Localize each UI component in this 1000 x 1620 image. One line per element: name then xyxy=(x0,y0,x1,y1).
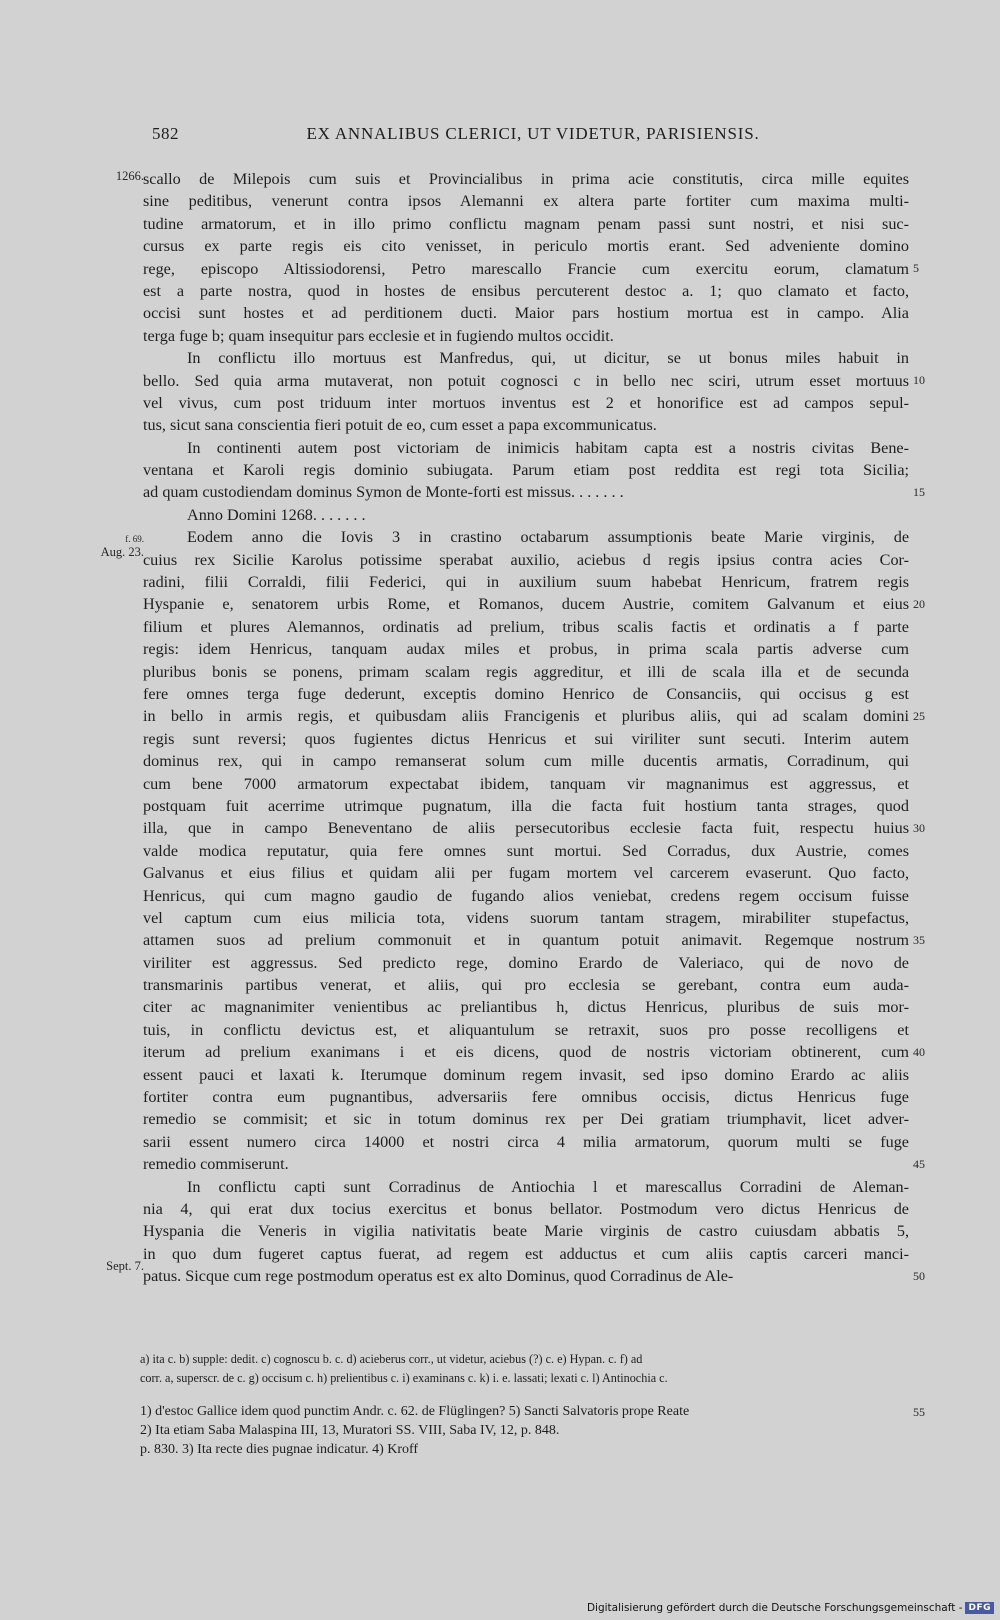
text-line: tus, sicut sana conscientia fieri potuit de eo, cum esset a papa excommunicatus. xyxy=(143,416,657,435)
text-line: Eodem anno die Iovis 3 in crastino octabarum assumptionis beate Marie virginis, de xyxy=(187,528,909,547)
footnote-line: 1) d'estoc Gallice idem quod punctim Andr. c. 62. de Flüglingen? 5) Sancti Salvatoris prope Reate xyxy=(140,1404,690,1419)
text-line: essent pauci et laxati k. Iterumque dominum regem invasit, sed ipso domino Erardo ac aliis xyxy=(143,1065,909,1084)
line-number: 50 xyxy=(913,1269,925,1283)
line-number: 15 xyxy=(913,485,925,499)
text-line: cuius rex Sicilie Karolus potissime sperabat auxilio, aciebus d regis ipsius contra acies Cor- xyxy=(143,550,909,569)
text-line: iterum ad prelium exanimans i et eis dicens, quod de nostris victoriam obtinerent, cum xyxy=(143,1043,909,1062)
text-line: nia 4, qui erat dux tocius exercitus et bonus bellator. Postmodum vero dictus Henricus de xyxy=(143,1199,909,1218)
text-line: cursus ex parte regis eis cito venisset, in periculo mortis erant. Sed adveniente domino xyxy=(143,237,909,256)
text-line: patus. Sicque cum rege postmodum operatus est ex alto Dominus, quod Corradinus de Ale- xyxy=(143,1267,734,1286)
text-line: in quo dum fugeret captus fuerat, ad regem est adductus et cum aliis captis carceri manci- xyxy=(143,1244,909,1263)
text-line: cum bene 7000 armatorum expectabat ibidem, tanquam vir magnanimus est aggressus, et xyxy=(143,774,909,793)
text-line: dominus rex, qui in campo remanserat solum cum mille ducentis armatis, Corradinum, qui xyxy=(143,752,909,771)
text-line: ad quam custodiendam dominus Symon de Monte-forti est missus. . . . . . . xyxy=(143,483,624,502)
text-line: valde modica reputatur, quia fere omnes sunt mortui. Sed Corradus, dux Austrie, comes xyxy=(143,841,909,860)
text-line: terga fuge b; quam insequitur pars ecclesie et in fugiendo multos occidit. xyxy=(143,326,614,345)
text-line: illa, que in campo Beneventano de aliis persecutoribus ecclesie facta fuit, respectu huius xyxy=(143,819,909,838)
text-line: bello. Sed quia arma mutaverat, non potuit cognosci c in bello nec sciri, utrum esset mortuus xyxy=(143,371,909,390)
text-line: viriliter est aggressus. Sed predicto rege, domino Erardo de Valeriaco, qui de novo de xyxy=(143,953,909,972)
page-number: 582 xyxy=(152,124,179,143)
text-line: est a parte nostra, quod in hostes de ensibus percuterent destoc a. 1; quo clamato et facto, xyxy=(143,281,909,300)
digitization-credit xyxy=(587,1602,994,1614)
text-line: in bello in armis regis, et quibusdam aliis Francigenis et pluribus aliis, qui ad scalam domini xyxy=(143,707,909,726)
text-line: Henricus, qui cum magno gaudio de fugando alios veniebat, credens regem occisum fuisse xyxy=(143,886,909,905)
apparatus-line: a) ita c. b) supple: dedit. c) cognoscu b. c. d) acieberus corr., ut videtur, aciebus (?) c. e) Hypan. c. f) ad xyxy=(140,1352,643,1366)
line-number: 30 xyxy=(913,821,925,835)
text-line: postquam fuit acerrime utrimque pugnatum, illa die facta fuit hostium tanta strages, quod xyxy=(143,796,909,815)
text-line: radini, filii Corraldi, filii Federici, qui in auxilium suum habebat Henricum, fratrem regis xyxy=(143,573,909,592)
text-line: filium et plures Alemannos, ordinatis ad prelium, tribus scalis factis et ordinatis a f parte xyxy=(143,617,909,636)
footnote-line: p. 830. 3) Ita recte dies pugnae indicatur. 4) Kroff xyxy=(140,1442,419,1457)
text-line: In continenti autem post victoriam de inimicis habitam capta est a nostris civitas Bene- xyxy=(187,438,909,457)
credit-text: Digitalisierung gefördert durch die Deutsche Forschungsgemeinschaft - xyxy=(586,1602,963,1614)
line-number: 45 xyxy=(913,1157,925,1171)
text-line: sarii essent numero circa 14000 et nostri circa 4 milia armatorum, quorum multi se fuge xyxy=(143,1132,909,1151)
text-line: Anno Domini 1268. . . . . . . xyxy=(187,505,366,524)
dfg-logo: DFG xyxy=(965,1602,994,1614)
line-number: 10 xyxy=(913,373,925,387)
line-number: 25 xyxy=(913,709,925,723)
text-line: attamen suos ad prelium commonuit et in quantum potuit animavit. Regemque nostrum xyxy=(143,931,909,950)
text-line: In conflictu capti sunt Corradinus de Antiochia l et marescallus Corradini de Aleman- xyxy=(187,1177,909,1196)
critical-apparatus xyxy=(140,1350,900,1388)
footnote-line: 2) Ita etiam Saba Malaspina III, 13, Muratori SS. VIII, Saba IV, 12, p. 848. xyxy=(140,1423,560,1438)
running-title: EX ANNALIBUS CLERICI, UT VIDETUR, PARISIENSIS. xyxy=(306,124,760,143)
text-line: vel vivus, cum post triduum inter mortuos inventus est 2 et honorifice est ad campos sepul- xyxy=(143,393,909,412)
main-text xyxy=(143,168,909,1288)
text-line: pluribus bonis se ponens, primam scalam regis aggreditur, et illi de scala illa et de secunda xyxy=(143,662,909,681)
text-line: remedio se commisit; et sic in totum dominus rex per Dei gratiam triumphavit, licet adver- xyxy=(143,1110,909,1129)
page-header xyxy=(148,124,898,154)
text-line: scallo de Milepois cum suis et Provincialibus in prima acie constitutis, circa mille equites xyxy=(143,170,909,188)
footnotes xyxy=(140,1402,840,1459)
margin-folio: f. 69. xyxy=(125,534,144,544)
text-line: fortiter contra eum pugnantibus, adversariis fere omnibus occisis, dictus Henricus fuge xyxy=(143,1088,909,1107)
text-line: remedio commiserunt. xyxy=(143,1155,289,1174)
text-line: tudine armatorum, et in illo primo conflictu magnam penam passi sunt nostri, et nisi suc- xyxy=(143,214,909,233)
text-line: ventana et Karoli regis dominio subiugata. Parum etiam post reddita est regi tota Sicilia; xyxy=(143,461,909,480)
margin-date-sept: Sept. 7. xyxy=(106,1259,144,1273)
text-line: occisi sunt hostes et ad perditionem ducti. Maior pars hostium mortua est in campo. Alia xyxy=(143,304,909,323)
text-line: tuis, in conflictu devictus est, et aliquantulum se retraxit, suos pro posse recolligens et xyxy=(143,1020,909,1039)
text-line: regis sunt reversi; quos fugientes dictus Henricus et sui viriliter sunt secuti. Interim autem xyxy=(143,729,909,748)
text-line: fere omnes terga fuge dederunt, exceptis domino Henrico de Consanciis, qui occisus g est xyxy=(143,684,909,703)
text-line: Hyspania die Veneris in vigilia nativitatis beate Marie virginis de castro cuiusdam abbatis 5, xyxy=(143,1222,909,1241)
line-number: 40 xyxy=(913,1045,925,1059)
line-number: 20 xyxy=(913,597,925,611)
text-line: transmarinis partibus venerat, et aliis, qui pro ecclesia se gerebant, contra eum auda- xyxy=(143,976,909,995)
text-line: sine peditibus, venerunt contra ipsos Alemanni ex altera parte fortiter cum maxima multi- xyxy=(143,192,909,211)
text-line: Hyspanie e, senatorem urbis Rome, et Romanos, ducem Austrie, comitem Galvanum et eius xyxy=(143,595,909,614)
line-number: 5 xyxy=(913,261,919,275)
line-number: 35 xyxy=(913,933,925,947)
margin-date-aug: Aug. 23. xyxy=(100,545,144,559)
text-line: vel captum cum eius milicia tota, videns suorum tantam stragem, mirabiliter stupefactus, xyxy=(143,908,909,927)
text-line: rege, episcopo Altissiodorensi, Petro marescallo Francie cum exercitu eorum, clamatum xyxy=(143,259,909,278)
apparatus-line: corr. a, superscr. de c. g) occisum c. h) prelientibus c. i) examinans c. k) i. e. lassati; lexati c. l) Antinochia c. xyxy=(140,1371,668,1385)
text-line: regis: idem Henricus, tanquam audax miles et probus, in prima scala partis adverse cum xyxy=(143,640,909,659)
line-number: 55 xyxy=(913,1405,925,1419)
text-line: In conflictu illo mortuus est Manfredus, qui, ut dicitur, se ut bonus miles habuit in xyxy=(187,349,909,368)
margin-year: 1266. xyxy=(115,169,144,183)
text-line: Galvanus et eius filius et quidam alii per fugam mortem vel carcerem evaserunt. Quo facto, xyxy=(143,864,909,883)
text-line: citer ac magnanimiter venientibus ac preliantibus h, dictus Henricus, pluribus de suis mor- xyxy=(143,998,909,1017)
